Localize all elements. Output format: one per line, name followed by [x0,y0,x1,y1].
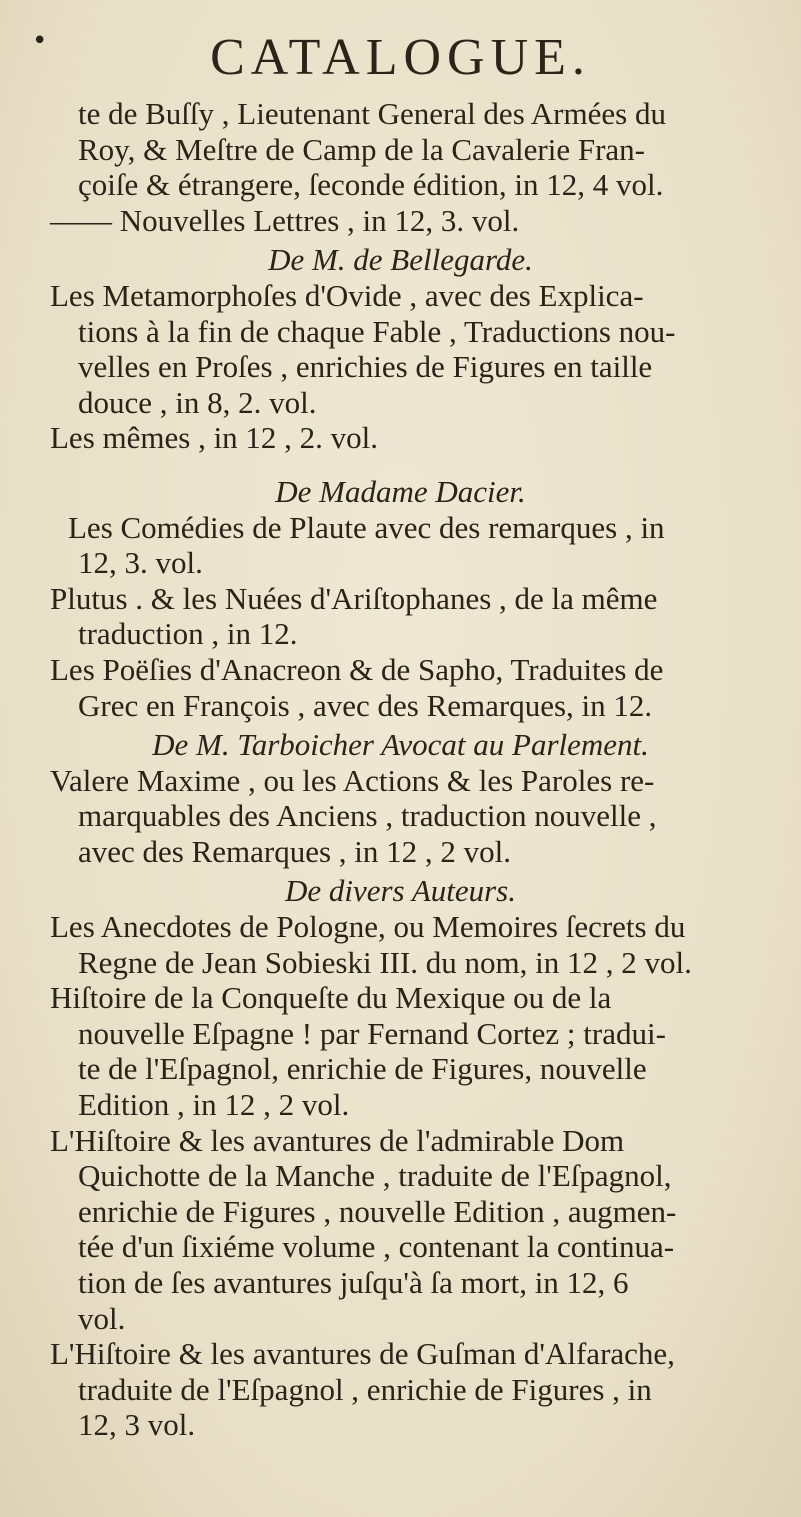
text-line: tion de ſes avantures juſqu'à ſa mort, in 12, 6 [78,1265,629,1300]
text-line: tée d'un ſixiéme volume , contenant la continua- [78,1229,675,1265]
text-line: Edition , in 12 , 2 vol. [78,1087,350,1123]
spacer [0,456,801,470]
text-line: enrichie de Figures , nouvelle Edition , augmen- [78,1193,677,1229]
text-line: vol. [78,1300,126,1336]
text-line: marquables des Anciens , traduction nouvelle , [78,798,657,834]
text-line: traduction , in 12. [78,616,298,652]
text-line: Grec en François , avec des Remarques, in 12. [78,687,653,723]
section-heading: De M. Tarboicher Avocat au Parlement. [152,727,649,763]
text-line: nouvelle Eſpagne ! par Fernand Cortez ; tradui- [78,1015,666,1051]
text-line: 12, 3. vol. [78,545,203,581]
section-heading: De M. de Bellegarde. [268,242,533,278]
catalogue-entries [0,96,801,1443]
text-line: douce , in 8, 2. vol. [78,384,317,420]
text-line: Plutus . & les Nuées d'Ariſtophanes , de la même [50,580,658,616]
text-line: Regne de Jean Sobieski III. du nom, in 12 , 2 vol. [78,944,692,980]
text-line: avec des Remarques , in 12 , 2 vol. [78,833,512,869]
section-heading: De Madame Dacier. [275,473,526,509]
section-heading: De divers Auteurs. [284,873,517,909]
text-line: Roy, & Meſtre de Camp de la Cavalerie Fran- [78,131,646,167]
text-line: 12, 3 vol. [78,1407,196,1443]
text-line: te de l'Eſpagnol, enrichie de Figures, nouvelle [78,1051,647,1087]
text-line: traduite de l'Eſpagnol , enrichie de Figures , in [78,1371,652,1407]
text-line: Valere Maxime , ou les Actions & les Paroles re- [50,762,655,798]
text-line: te de Buſſy , Lieutenant General des Armées du [78,96,666,131]
text-line: L'Hiſtoire & les avantures de l'admirable Dom [50,1122,625,1158]
text-line: Les Anecdotes de Pologne, ou Memoires ſecrets du [50,909,686,945]
text-line: çoiſe & étrangere, ſeconde édition, in 12, 4 vol. [78,167,664,203]
text-line: —— Nouvelles Lettres , in 12, 3. vol. [50,202,520,238]
text-line: Hiſtoire de la Conqueſte du Mexique ou de la [50,980,612,1016]
text-line: Les Poëſies d'Anacreon & de Sapho, Traduites de [50,651,664,687]
text-line: tions à la fin de chaque Fable , Traductions nou- [78,313,676,349]
text-line: L'Hiſtoire & les avantures de Guſman d'Alfarache, [50,1336,675,1372]
text-line: Quichotte de la Manche , traduite de l'Eſpagnol, [78,1158,672,1194]
text-line: Les Metamorphoſes d'Ovide , avec des Explica- [50,277,644,313]
page-title: CATALOGUE. [210,29,591,86]
text-line: Les Comédies de Plaute avec des remarques , in [68,509,665,545]
bullet-mark: • [32,26,48,56]
text-line: velles en Proſes , enrichies de Figures en taille [78,349,653,385]
text-line: Les mêmes , in 12 , 2. vol. [50,420,379,456]
